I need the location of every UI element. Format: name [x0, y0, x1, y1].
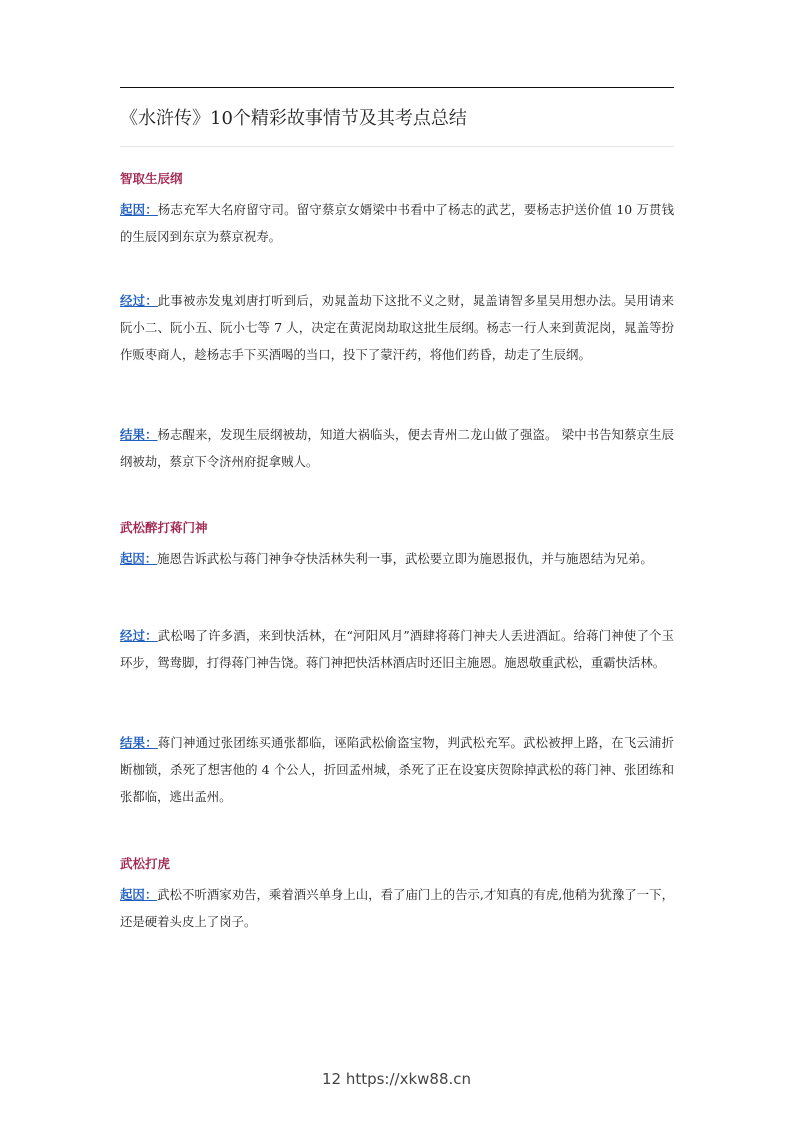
label-cause: 起因：: [120, 887, 158, 902]
paragraph-text: 此事被赤发鬼刘唐打听到后，劝晁盖劫下这批不义之财，晁盖请智多星吴用想办法。吴用请来阮小二、阮小五、阮小七等 7 人，决定在黄泥岗劫取这批生辰纲。杨志一行人来到黄泥岗，晁盖等扮作贩枣商人，趁杨志手下买酒喝的当口，投下了蒙汗药，将他们药昏，劫走了生辰纲。: [120, 293, 675, 362]
label-result: 结果：: [120, 427, 158, 442]
paragraph-result: [120, 729, 674, 810]
label-process: 经过：: [120, 628, 158, 643]
paragraph-process: [120, 622, 674, 676]
label-cause: 起因：: [120, 551, 158, 566]
label-cause: 起因：: [120, 202, 158, 217]
label-process: 经过：: [120, 293, 158, 308]
page-title: 《水浒传》10个精彩故事情节及其考点总结: [120, 108, 467, 129]
paragraph-text: 武松喝了许多酒，来到快活林，在“河阳风月”酒肆将蒋门神夫人丢进酒缸。给蒋门神使了个玉环步，鸳鸯脚，打得蒋门神告饶。蒋门神把快活林酒店时还旧主施恩。施恩敬重武松，重霸快活林。: [120, 628, 675, 670]
paragraph-cause: [120, 196, 674, 250]
paragraph-process: [120, 287, 674, 368]
title-divider: [120, 146, 674, 147]
section-heading: 智取生辰纲: [120, 171, 183, 186]
paragraph-text: 杨志醒来，发现生辰纲被劫，知道大祸临头，便去青州二龙山做了强盗。 梁中书告知蔡京生辰纲被劫，蔡京下令济州府捉拿贼人。: [120, 427, 674, 469]
section-heading: 武松醉打蒋门神: [120, 520, 208, 535]
paragraph-text: 武松不听酒家劝告，乘着酒兴单身上山，看了庙门上的告示,才知真的有虎,他稍为犹豫了一下，还是硬着头皮上了岗子。: [120, 887, 674, 929]
paragraph-cause: [120, 881, 674, 935]
page-footer: 12 https://xkw88.cn: [321, 1070, 472, 1088]
paragraph-result: [120, 421, 674, 475]
paragraph-text: 蒋门神通过张团练买通张都临，诬陷武松偷盗宝物，判武松充军。武松被押上路，在飞云浦折断枷锁，杀死了想害他的 4 个公人，折回孟州城，杀死了正在设宴庆贺除掉武松的蒋门神、张团练和张都临，逃出孟州。: [120, 735, 675, 804]
paragraph-text: 施恩告诉武松与蒋门神争夺快活林失利一事，武松要立即为施恩报仇，并与施恩结为兄弟。: [157, 551, 653, 566]
label-result: 结果：: [120, 735, 158, 750]
paragraph-text: 杨志充军大名府留守司。留守蔡京女婿梁中书看中了杨志的武艺，要杨志护送价值 10 万贯钱的生辰冈到东京为蔡京祝寿。: [120, 202, 674, 244]
paragraph-cause: [120, 545, 674, 572]
section-heading: 武松打虎: [120, 856, 171, 871]
header-rule: [120, 87, 674, 88]
